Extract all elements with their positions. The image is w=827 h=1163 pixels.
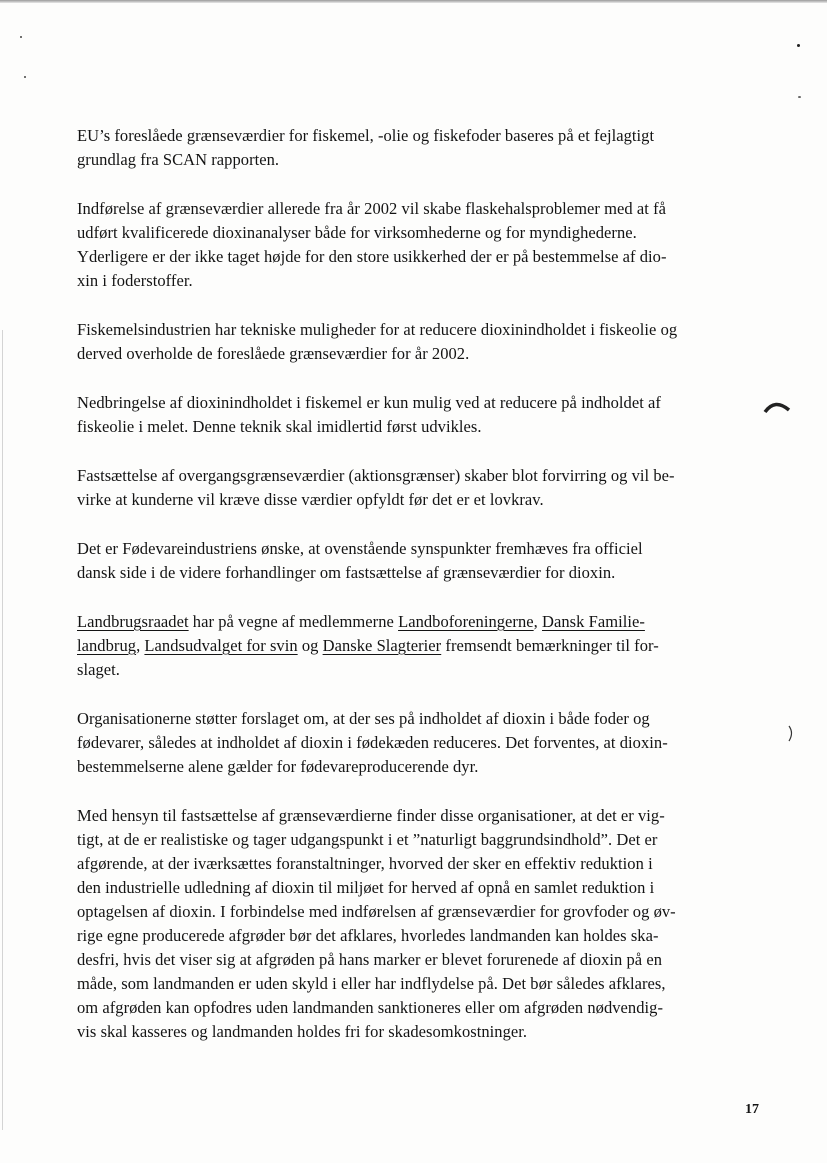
scan-speck: [24, 76, 26, 78]
text-line: Indførelse af grænseværdier allerede fra år 2002 vil skabe flaskehalsproblemer med at få: [77, 199, 666, 218]
org-landboforeningerne: Landboforeningerne: [398, 612, 534, 631]
org-dansk-familielandbrug-part1: Dansk Familie-: [542, 612, 645, 631]
text-fragment: ,: [136, 636, 145, 655]
text-line: dansk side i de videre forhandlinger om fastsættelse af grænseværdier for dioxin.: [77, 563, 616, 582]
text-line: bestemmelserne alene gælder for fødevareproducerende dyr.: [77, 757, 479, 776]
text-line: EU’s foreslåede grænseværdier for fiskemel, -olie og fiskefoder baseres på et fejlagtigt: [77, 126, 655, 145]
text-line: Det er Fødevareindustriens ønske, at ovenstående synspunkter fremhæves fra officiel: [77, 539, 643, 558]
org-dansk-familielandbrug-part2: landbrug: [77, 636, 137, 655]
paragraph-eu-limits: [77, 124, 757, 172]
text-line: udført kvalificerede dioxinanalyser både for virksomhederne og for myndighederne.: [77, 223, 637, 242]
text-fragment: har på vegne af medlemmerne: [188, 612, 399, 631]
text-line: xin i foderstoffer.: [77, 271, 193, 290]
scan-left-edge: [2, 330, 3, 1130]
text-line: slaget.: [77, 660, 120, 679]
org-danske-slagterier: Danske Slagterier: [322, 636, 442, 655]
scan-speck: [798, 96, 801, 98]
paragraph-limit-values: [77, 804, 757, 1044]
text-line: Yderligere er der ikke taget højde for den store usikkerhed der er på bestemmelse af dio-: [77, 247, 667, 266]
text-line: afgørende, at der iværksættes foranstaltninger, hvorved der sker en effektiv reduktion i: [77, 854, 653, 873]
org-landbrugsraadet: Landbrugsraadet: [77, 612, 189, 631]
scan-speck: [797, 44, 800, 47]
paragraph-fishmeal-industry: [77, 318, 757, 366]
text-line: virke at kunderne vil kræve disse værdier opfyldt før det er et lovkrav.: [77, 490, 544, 509]
text-line: Fiskemelsindustrien har tekniske muligheder for at reducere dioxinindholdet i fiskeolie og: [77, 320, 678, 339]
text-line: fiskeolie i melet. Denne teknik skal imidlertid først udvikles.: [77, 417, 482, 436]
text-line: desfri, hvis det viser sig at afgrøden på hans marker er blevet forurenede af dioxin på en: [77, 950, 662, 969]
text-line: tigt, at de er realistiske og tager udgangspunkt i et ”naturligt baggrundsindhold”. Det er: [77, 830, 658, 849]
text-line: rige egne producerede afgrøder bør det afklares, hvorledes landmanden kan holdes ska-: [77, 926, 659, 945]
paragraph-introduction-2002: [77, 197, 757, 293]
paragraph-food-industry-wish: [77, 537, 757, 585]
text-line: Nedbringelse af dioxinindholdet i fiskemel er kun mulig ved at reducere på indholdet af: [77, 393, 661, 412]
text-line: om afgrøden kan opfodres uden landmanden sanktioneres eller om afgrøden nødvendig-: [77, 998, 663, 1017]
paragraph-reduction-fishmeal: [77, 391, 757, 439]
text-line: derved overholde de foreslåede grænseværdier for år 2002.: [77, 344, 470, 363]
document-body: [77, 124, 757, 1069]
scan-speck: [20, 36, 22, 38]
text-line: Med hensyn til fastsættelse af grænseværdierne finder disse organisationer, at det er vig-: [77, 806, 665, 825]
text-fragment: og: [297, 636, 323, 655]
text-line: grundlag fra SCAN rapporten.: [77, 150, 280, 169]
text-line: måde, som landmanden er uden skyld i eller har indflydelse på. Det bør således afklares,: [77, 974, 666, 993]
paragraph-transition-limits: [77, 464, 757, 512]
paragraph-organisations-support: [77, 707, 757, 779]
page-number: 17: [745, 1102, 759, 1117]
margin-paren-mark: [786, 724, 796, 744]
text-line: optagelsen af dioxin. I forbindelse med indførelsen af grænseværdier for grovfoder og øv-: [77, 902, 676, 921]
text-line: fødevarer, således at indholdet af dioxin i fødekæden reduceres. Det forventes, at dioxin-: [77, 733, 668, 752]
paragraph-organisations: [77, 610, 757, 682]
text-line: vis skal kasseres og landmanden holdes fri for skadesomkostninger.: [77, 1022, 528, 1041]
text-line: Fastsættelse af overgangsgrænseværdier (aktionsgrænser) skaber blot forvirring og vil be-: [77, 466, 675, 485]
org-landsudvalget-for-svin: Landsudvalget for svin: [144, 636, 298, 655]
text-line: Organisationerne støtter forslaget om, at der ses på indholdet af dioxin i både foder og: [77, 709, 650, 728]
text-fragment: fremsendt bemærkninger til for-: [441, 636, 659, 655]
text-fragment: ,: [533, 612, 543, 631]
text-line: den industrielle udledning af dioxin til miljøet for herved af opnå en samlet reduktion i: [77, 878, 655, 897]
scan-top-edge: [0, 0, 827, 3]
margin-arc-mark: [763, 398, 793, 418]
